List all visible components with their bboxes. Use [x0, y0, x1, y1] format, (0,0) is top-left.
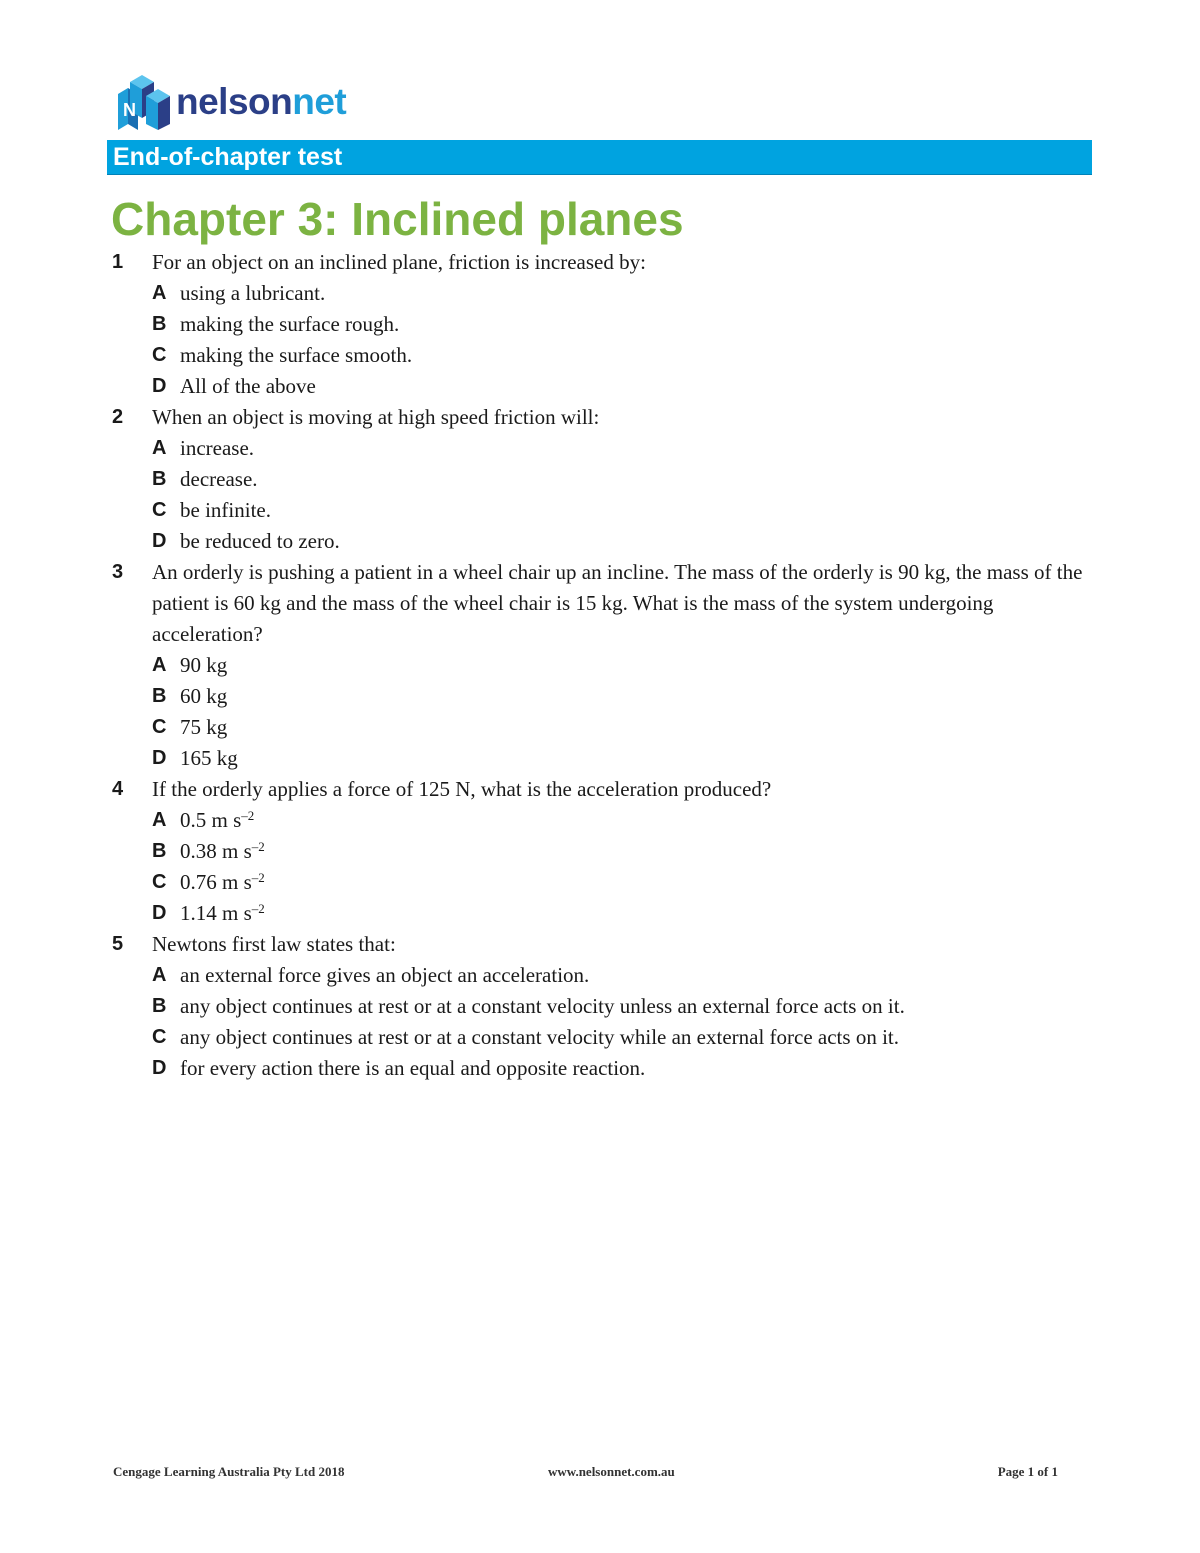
- option-text-main: decrease.: [180, 467, 258, 491]
- option-text-main: be reduced to zero.: [180, 529, 340, 553]
- option-text: [180, 278, 325, 309]
- option-text-main: making the surface rough.: [180, 312, 400, 336]
- option-letter: D: [152, 375, 167, 397]
- question-row: [112, 402, 1092, 433]
- answer-option: [112, 1022, 1092, 1053]
- question-row: [112, 247, 1092, 278]
- option-superscript: –2: [251, 901, 265, 916]
- option-letter: A: [152, 809, 167, 831]
- logo-wordmark: nelsonnet: [176, 81, 347, 122]
- answer-option: [112, 712, 1092, 743]
- option-letter: B: [152, 685, 167, 707]
- answer-option: [112, 867, 1092, 898]
- option-text-main: making the surface smooth.: [180, 343, 413, 367]
- nelsonnet-logo-icon: [116, 72, 174, 134]
- option-superscript: –2: [251, 839, 265, 854]
- option-text: [180, 495, 271, 526]
- option-text-main: increase.: [180, 436, 255, 460]
- option-text: [180, 960, 589, 991]
- question-item: [112, 774, 1092, 929]
- option-letter: A: [152, 964, 167, 986]
- answer-option: [112, 433, 1092, 464]
- option-text: [180, 340, 412, 371]
- option-letter: C: [152, 499, 167, 521]
- option-text-main: for every action there is an equal and opposite reaction.: [180, 1056, 646, 1080]
- option-text-main: 0.76 m s: [180, 870, 252, 894]
- question-text: For an object on an inclined plane, friction is increased by:: [152, 250, 646, 274]
- option-text: [180, 898, 265, 929]
- option-text-main: 90 kg: [180, 653, 228, 677]
- option-text-main: 0.38 m s: [180, 839, 252, 863]
- option-text-main: be infinite.: [180, 498, 271, 522]
- option-text-main: 1.14 m s: [180, 901, 252, 925]
- answer-option: [112, 743, 1092, 774]
- option-text-main: using a lubricant.: [180, 281, 326, 305]
- option-letter: B: [152, 840, 167, 862]
- answer-option: [112, 464, 1092, 495]
- option-text-main: 165 kg: [180, 746, 238, 770]
- question-row: [112, 774, 1092, 805]
- option-text-main: an external force gives an object an acceleration.: [180, 963, 590, 987]
- option-text: [180, 681, 227, 712]
- option-letter: D: [152, 1057, 167, 1079]
- option-text: [180, 712, 227, 743]
- option-text: [180, 1022, 899, 1053]
- option-letter: B: [152, 468, 167, 490]
- answer-option: [112, 340, 1092, 371]
- option-letter: A: [152, 654, 167, 676]
- question-text: Newtons first law states that:: [152, 932, 396, 956]
- option-text-main: 75 kg: [180, 715, 228, 739]
- option-text: [180, 464, 258, 495]
- answer-option: [112, 836, 1092, 867]
- question-number: 4: [112, 778, 124, 800]
- question-number: 1: [112, 251, 124, 273]
- option-text-main: 60 kg: [180, 684, 228, 708]
- option-letter: A: [152, 437, 167, 459]
- answer-option: [112, 898, 1092, 929]
- question-item: [112, 402, 1092, 557]
- question-text: When an object is moving at high speed friction will:: [152, 405, 600, 429]
- option-text: [180, 526, 340, 557]
- option-text-main: All of the above: [180, 374, 316, 398]
- chapter-title: Chapter 3: Inclined planes: [111, 193, 684, 245]
- question-number: 3: [112, 561, 124, 583]
- footer-copyright: Cengage Learning Australia Pty Ltd 2018: [113, 1464, 345, 1479]
- question-text: If the orderly applies a force of 125 N, what is the acceleration produced?: [152, 777, 772, 801]
- option-text-main: 0.5 m s: [180, 808, 242, 832]
- answer-option: [112, 278, 1092, 309]
- banner-title: End-of-chapter test: [113, 143, 343, 171]
- option-text: [180, 867, 265, 898]
- option-letter: C: [152, 344, 167, 366]
- nelsonnet-logo: [116, 72, 346, 134]
- section-banner: [107, 140, 1092, 175]
- question-row: [112, 557, 1092, 650]
- option-superscript: –2: [251, 870, 265, 885]
- answer-option: [112, 371, 1092, 402]
- question-text: An orderly is pushing a patient in a wheel chair up an incline. The mass of the orderly is 90 kg, the mass of the patient is 60 kg and the mass of the wheel chair is 15 kg. What is the mass of the system undergoing acceleration?: [152, 560, 1083, 646]
- footer-page-number: Page 1 of 1: [997, 1464, 1058, 1479]
- question-item: [112, 929, 1092, 1084]
- answer-option: [112, 805, 1092, 836]
- question-list: [112, 247, 1092, 1084]
- option-text: [180, 1053, 645, 1084]
- svg-text:N: N: [123, 100, 136, 120]
- question-row: [112, 929, 1092, 960]
- answer-option: [112, 526, 1092, 557]
- option-letter: C: [152, 871, 167, 893]
- option-text-main: any object continues at rest or at a constant velocity while an external force acts on it.: [180, 1025, 899, 1049]
- option-text: [180, 650, 227, 681]
- option-text: [180, 743, 238, 774]
- option-letter: B: [152, 995, 167, 1017]
- answer-option: [112, 991, 1092, 1022]
- option-letter: D: [152, 747, 167, 769]
- option-text: [180, 309, 399, 340]
- option-text-main: any object continues at rest or at a constant velocity unless an external force acts on it.: [180, 994, 905, 1018]
- answer-option: [112, 309, 1092, 340]
- answer-option: [112, 650, 1092, 681]
- answer-option: [112, 1053, 1092, 1084]
- option-text: [180, 805, 254, 836]
- answer-option: [112, 495, 1092, 526]
- question-item: [112, 247, 1092, 402]
- option-text: [180, 836, 265, 867]
- option-text: [180, 433, 254, 464]
- question-item: [112, 557, 1092, 774]
- option-letter: A: [152, 282, 167, 304]
- option-text: [180, 371, 316, 402]
- question-number: 5: [112, 933, 124, 955]
- answer-option: [112, 960, 1092, 991]
- option-text: [180, 991, 905, 1022]
- footer-website: www.nelsonnet.com.au: [548, 1464, 675, 1479]
- question-number: 2: [112, 406, 124, 428]
- option-letter: C: [152, 716, 167, 738]
- answer-option: [112, 681, 1092, 712]
- option-letter: C: [152, 1026, 167, 1048]
- option-superscript: –2: [241, 808, 255, 823]
- option-letter: D: [152, 530, 167, 552]
- option-letter: D: [152, 902, 167, 924]
- option-letter: B: [152, 313, 167, 335]
- page-footer: [113, 1464, 1058, 1484]
